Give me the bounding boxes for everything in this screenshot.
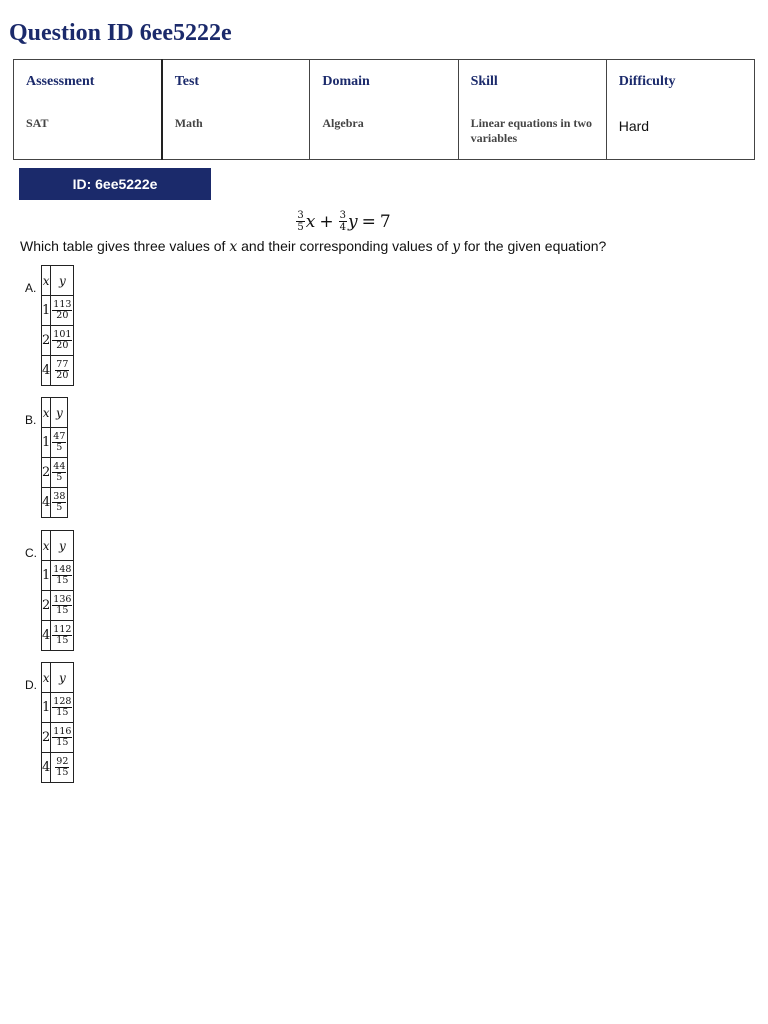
x-value: 1 xyxy=(42,296,51,326)
fraction-denominator: 5 xyxy=(56,472,63,483)
x-value: 4 xyxy=(42,621,51,651)
x-value: 2 xyxy=(42,458,51,488)
meta-cell-test xyxy=(162,60,310,160)
y-value xyxy=(51,488,68,518)
choice-letter: C. xyxy=(25,546,37,560)
header-y: y xyxy=(51,663,74,693)
meta-label: Assessment xyxy=(26,74,95,89)
choice-letter: B. xyxy=(25,413,37,427)
values-table xyxy=(41,530,74,651)
equation xyxy=(0,210,686,233)
fraction-denominator: 20 xyxy=(56,340,69,351)
meta-label: Test xyxy=(174,74,200,89)
meta-value: Math xyxy=(174,116,203,130)
meta-cell-assessment xyxy=(14,60,162,160)
values-table xyxy=(41,397,68,518)
x-value: 2 xyxy=(42,723,51,753)
equation-fraction xyxy=(296,210,304,233)
fraction-denominator: 5 xyxy=(297,222,304,233)
fraction-denominator: 5 xyxy=(56,442,63,453)
metadata-table xyxy=(13,59,755,160)
meta-cell-domain xyxy=(310,60,458,160)
y-value xyxy=(51,591,74,621)
question-id-badge: ID: 6ee5222e xyxy=(19,168,211,200)
x-value: 4 xyxy=(42,488,51,518)
header-x: x xyxy=(42,531,51,561)
x-value: 1 xyxy=(42,693,51,723)
fraction-denominator: 15 xyxy=(56,575,69,586)
fraction-numerator: 92 xyxy=(56,756,69,767)
x-value: 2 xyxy=(42,591,51,621)
question-part: for the given equation? xyxy=(459,238,607,254)
meta-value: Linear equations in two variables xyxy=(470,116,593,145)
x-value: 4 xyxy=(42,356,51,386)
header-y: y xyxy=(51,266,74,296)
meta-value: Hard xyxy=(618,118,650,134)
question-var-x: x xyxy=(229,239,238,255)
fraction-denominator: 15 xyxy=(56,605,69,616)
x-value: 4 xyxy=(42,753,51,783)
choice-letter: A. xyxy=(25,281,37,295)
header-y: y xyxy=(51,398,68,428)
y-value xyxy=(51,296,74,326)
header-y: y xyxy=(51,531,74,561)
page-title: Question ID 6ee5222e xyxy=(9,20,232,46)
fraction-numerator: 44 xyxy=(53,461,66,472)
fraction-denominator: 15 xyxy=(56,737,69,748)
x-value: 1 xyxy=(42,561,51,591)
fraction-numerator: 112 xyxy=(53,624,72,635)
y-value xyxy=(51,693,74,723)
meta-label: Domain xyxy=(322,74,370,89)
equation-variable-x: x xyxy=(305,211,316,232)
fraction-numerator: 136 xyxy=(53,594,72,605)
values-table xyxy=(41,265,74,386)
equation-plus: + xyxy=(319,211,334,232)
question-text xyxy=(20,238,720,255)
question-var-y: y xyxy=(452,239,460,255)
meta-label: Skill xyxy=(470,74,498,89)
fraction-numerator: 116 xyxy=(53,726,72,737)
y-value xyxy=(51,621,74,651)
fraction-numerator: 38 xyxy=(53,491,66,502)
fraction-numerator: 3 xyxy=(297,210,304,221)
y-value xyxy=(51,753,74,783)
header-x: x xyxy=(42,266,51,296)
fraction-numerator: 101 xyxy=(53,329,72,340)
fraction-numerator: 47 xyxy=(53,431,66,442)
y-value xyxy=(51,723,74,753)
meta-value: SAT xyxy=(26,116,49,130)
header-x: x xyxy=(42,663,51,693)
question-part: Which table gives three values of xyxy=(20,238,230,254)
fraction-numerator: 113 xyxy=(53,299,72,310)
values-table xyxy=(41,662,74,783)
y-value xyxy=(51,326,74,356)
fraction-denominator: 20 xyxy=(56,370,69,381)
fraction-denominator: 15 xyxy=(56,707,69,718)
meta-cell-difficulty xyxy=(606,60,754,160)
y-value xyxy=(51,356,74,386)
y-value xyxy=(51,458,68,488)
equation-equals: = xyxy=(361,211,376,232)
y-value xyxy=(51,428,68,458)
choice-letter: D. xyxy=(25,678,37,692)
fraction-denominator: 20 xyxy=(56,310,69,321)
x-value: 2 xyxy=(42,326,51,356)
fraction-numerator: 3 xyxy=(339,210,346,221)
x-value: 1 xyxy=(42,428,51,458)
fraction-denominator: 5 xyxy=(56,502,63,513)
fraction-denominator: 15 xyxy=(56,635,69,646)
meta-label: Difficulty xyxy=(618,74,676,89)
meta-value: Algebra xyxy=(322,116,364,130)
question-part: and their corresponding values of xyxy=(237,238,453,254)
fraction-numerator: 77 xyxy=(56,359,69,370)
y-value xyxy=(51,561,74,591)
equation-rhs: 7 xyxy=(379,211,391,232)
meta-cell-skill xyxy=(458,60,606,160)
fraction-numerator: 128 xyxy=(53,696,72,707)
fraction-denominator: 4 xyxy=(339,222,346,233)
fraction-denominator: 15 xyxy=(56,767,69,778)
fraction-numerator: 148 xyxy=(53,564,72,575)
equation-variable-y: y xyxy=(347,211,358,232)
header-x: x xyxy=(42,398,51,428)
equation-fraction xyxy=(339,210,347,233)
